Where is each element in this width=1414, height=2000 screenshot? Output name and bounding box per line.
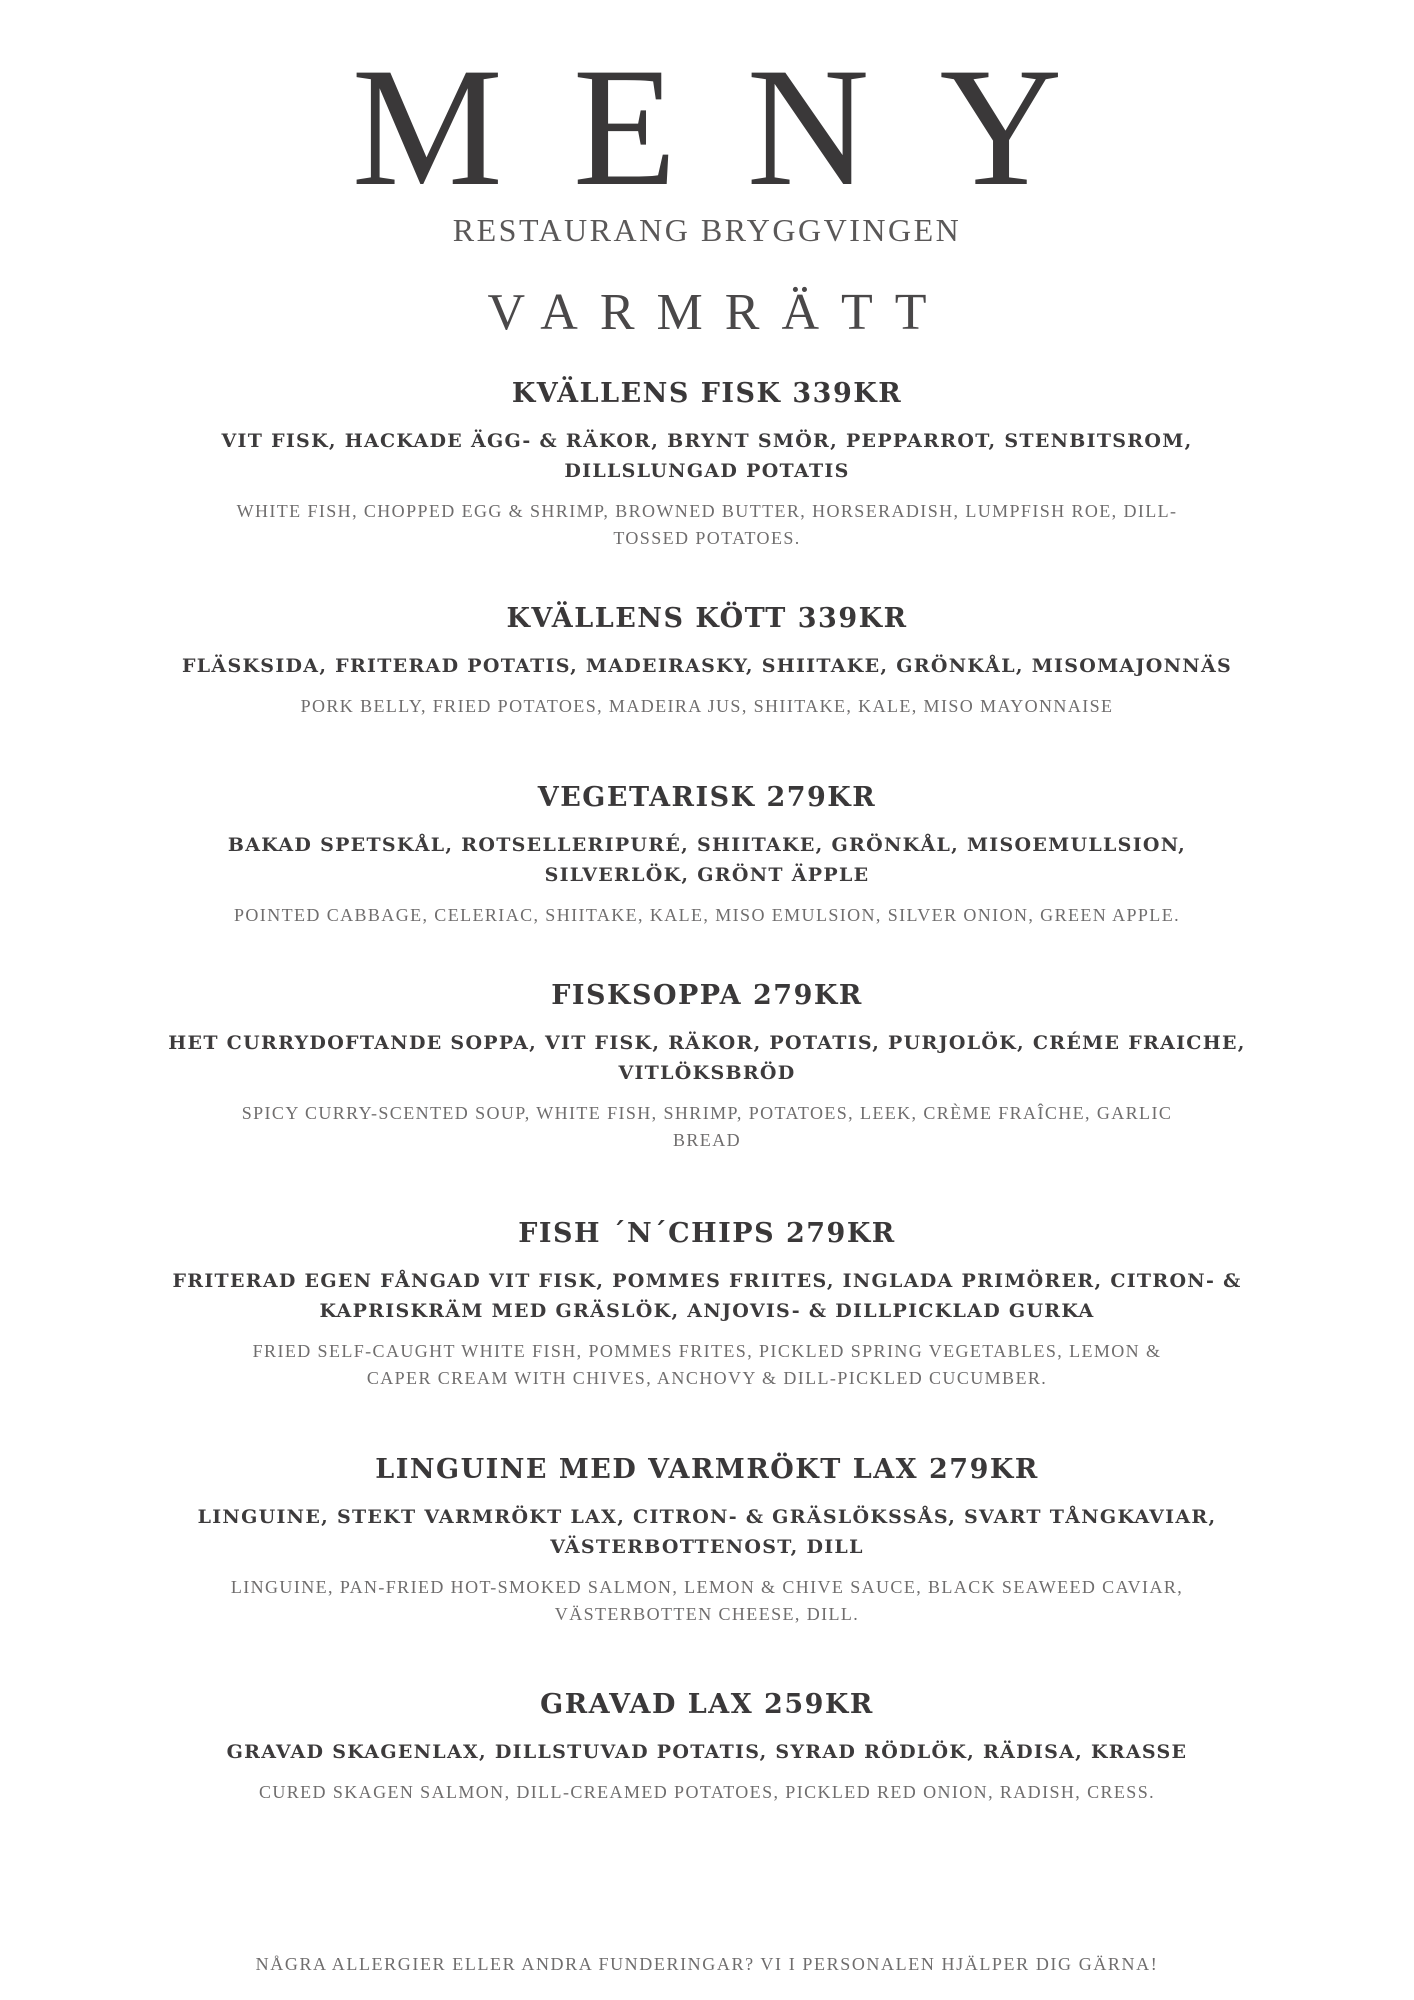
menu-item-description-sv: FLÄSKSIDA, FRITERAD POTATIS, MADEIRASKY, SHIITAKE, GRÖNKÅL, MISOMAJONNÄS <box>181 655 1233 677</box>
menu-item-name: KVÄLLENS FISK 339KR <box>511 378 903 409</box>
menu-item-gravad-lax <box>160 1687 1254 1806</box>
section-title: VARMRÄTT <box>487 284 949 341</box>
menu-item-linguine <box>160 1452 1254 1628</box>
restaurant-name: RESTAURANG BRYGGVINGEN <box>452 212 962 248</box>
menu-item-name: VEGETARISK 279KR <box>537 782 877 813</box>
menu-item-fisksoppa <box>160 978 1254 1154</box>
menu-item-description-sv: HET CURRYDOFTANDE SOPPA, VIT FISK, RÄKOR, POTATIS, PURJOLÖK, CRÉME FRAICHE, VITLÖKSBRÖD <box>168 1032 1246 1084</box>
menu-item-vegetarisk <box>160 780 1254 929</box>
menu-item-fish-n-chips <box>160 1216 1254 1392</box>
menu-item-description-en: POINTED CABBAGE, CELERIAC, SHIITAKE, KALE, MISO EMULSION, SILVER ONION, GREEN APPLE. <box>234 905 1180 925</box>
menu-item-description-en: SPICY CURRY-SCENTED SOUP, WHITE FISH, SHRIMP, POTATOES, LEEK, CRÈME FRAÎCHE, GARLIC BREAD <box>241 1103 1173 1150</box>
menu-item-name: FISKSOPPA 279KR <box>551 980 863 1011</box>
menu-item-name: FISH ´N´CHIPS 279KR <box>518 1218 896 1249</box>
menu-item-kvallens-fisk <box>160 376 1254 552</box>
menu-item-name: KVÄLLENS KÖTT 339KR <box>506 603 908 634</box>
menu-item-description-sv: VIT FISK, HACKADE ÄGG- & RÄKOR, BRYNT SMÖR, PEPPARROT, STENBITSROM, DILLSLUNGAD POTATIS <box>221 430 1193 482</box>
menu-item-description-en: CURED SKAGEN SALMON, DILL-CREAMED POTATOES, PICKLED RED ONION, RADISH, CRESS. <box>258 1782 1156 1802</box>
menu-item-description-en: LINGUINE, PAN-FRIED HOT-SMOKED SALMON, LEMON & CHIVE SAUCE, BLACK SEAWEED CAVIAR, VÄSTERBOTTEN CHEESE, DILL. <box>230 1577 1184 1624</box>
menu-item-name: GRAVAD LAX 259KR <box>540 1689 874 1720</box>
menu-item-description-sv: FRITERAD EGEN FÅNGAD VIT FISK, POMMES FRIITES, INGLADA PRIMÖRER, CITRON- & KAPRISKRÄM MED GRÄSLÖK, ANJOVIS- & DILLPICKLAD GURKA <box>172 1270 1242 1322</box>
menu-item-description-en: PORK BELLY, FRIED POTATOES, MADEIRA JUS, SHIITAKE, KALE, MISO MAYONNAISE <box>300 696 1114 716</box>
menu-title: MENY <box>351 33 1133 221</box>
menu-item-description-en: WHITE FISH, CHOPPED EGG & SHRIMP, BROWNED BUTTER, HORSERADISH, LUMPFISH ROE, DILL-TOSSED POTATOES. <box>236 501 1178 548</box>
menu-item-description-sv: LINGUINE, STEKT VARMRÖKT LAX, CITRON- & GRÄSLÖKSSÅS, SVART TÅNGKAVIAR, VÄSTERBOTTENOST, DILL <box>197 1506 1217 1558</box>
menu-item-description-en: FRIED SELF-CAUGHT WHITE FISH, POMMES FRITES, PICKLED SPRING VEGETABLES, LEMON & CAPER CREAM WITH CHIVES, ANCHOVY & DILL-PICKLED CUCUMBER. <box>252 1341 1162 1388</box>
menu-item-description-sv: GRAVAD SKAGENLAX, DILLSTUVAD POTATIS, SYRAD RÖDLÖK, RÄDISA, KRASSE <box>226 1741 1188 1763</box>
menu-item-description-sv: BAKAD SPETSKÅL, ROTSELLERIPURÉ, SHIITAKE, GRÖNKÅL, MISOEMULLSION, SILVERLÖK, GRÖNT ÄPPLE <box>227 834 1187 886</box>
menu-item-kvallens-kott <box>160 601 1254 720</box>
allergy-note: NÅGRA ALLERGIER ELLER ANDRA FUNDERINGAR? VI I PERSONALEN HJÄLPER DIG GÄRNA! <box>255 1954 1159 1974</box>
menu-item-name: LINGUINE MED VARMRÖKT LAX 279KR <box>375 1454 1039 1485</box>
